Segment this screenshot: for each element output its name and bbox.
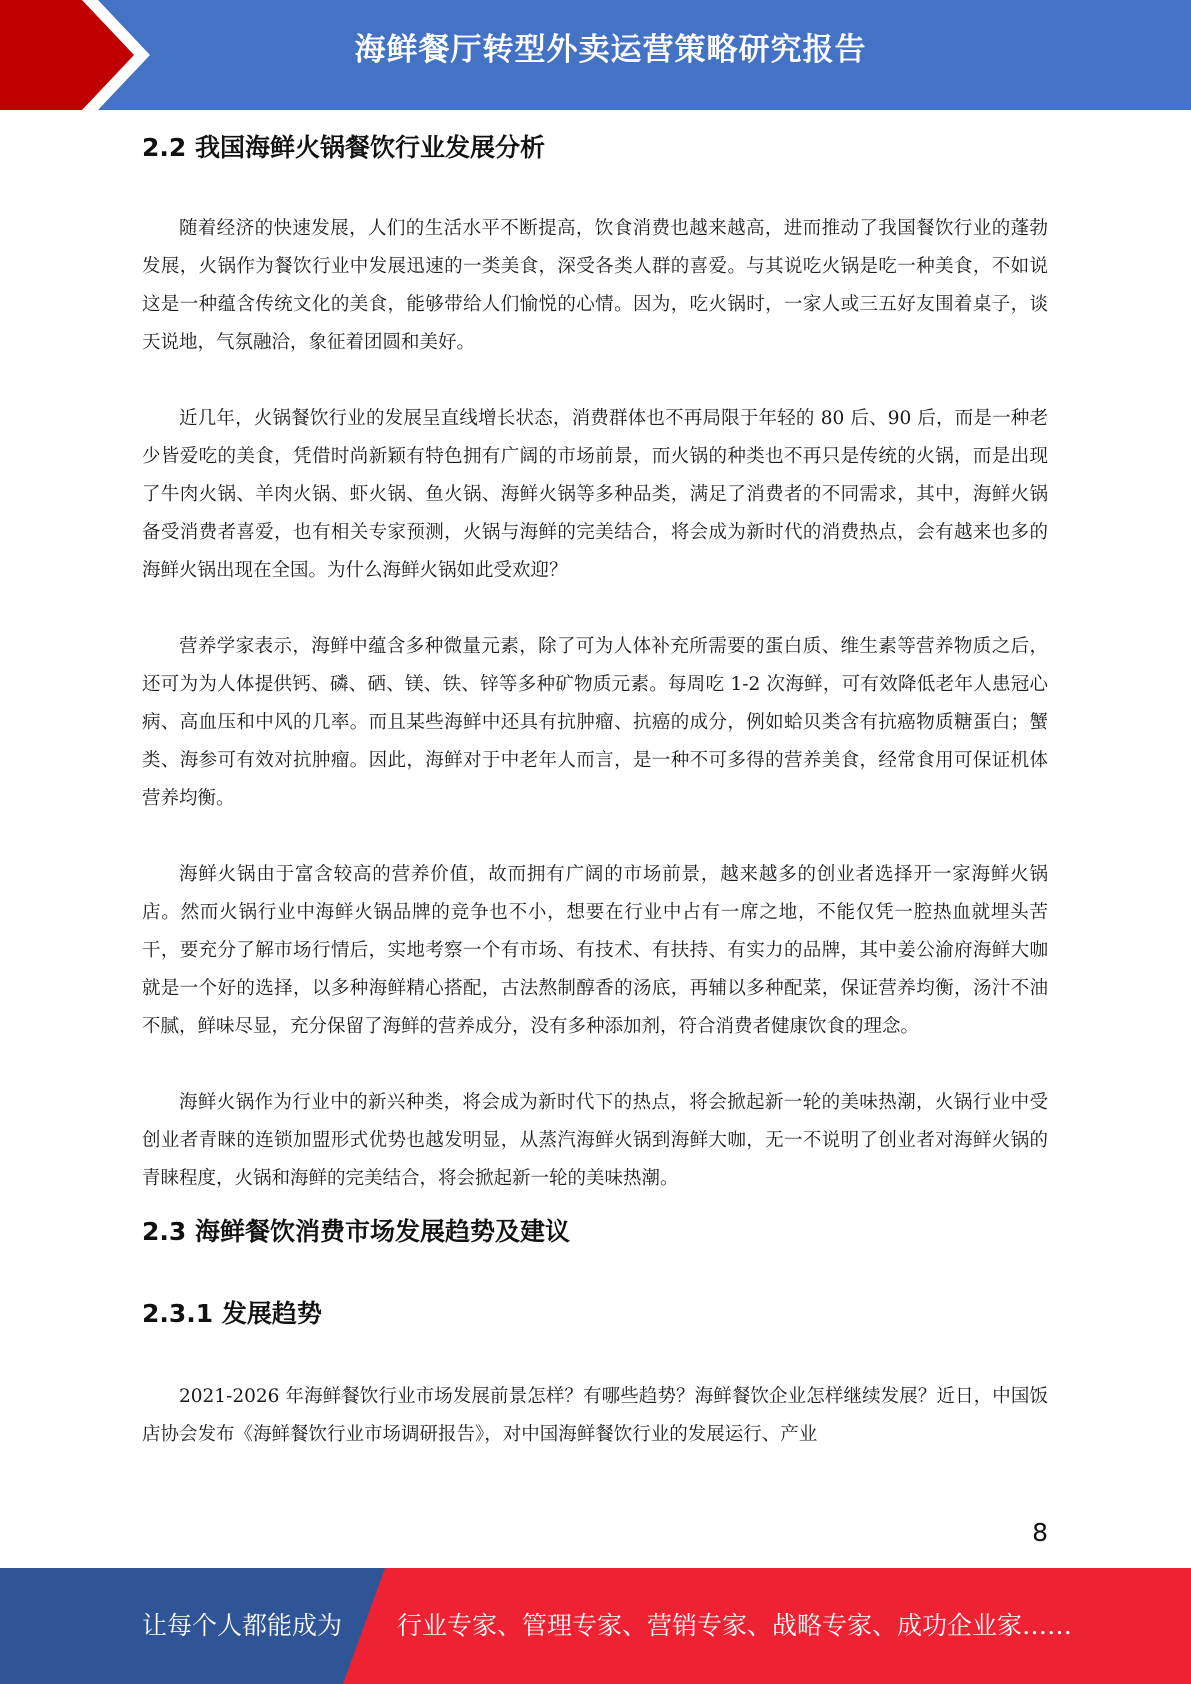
section-heading-2-3-1: 2.3.1 发展趋势 xyxy=(142,1299,322,1328)
paragraph: 随着经济的快速发展，人们的生活水平不断提高，饮食消费也越来越高，进而推动了我国餐饮行业的蓬勃发展，火锅作为餐饮行业中发展迅速的一类美食，深受各类人群的喜爱。与其说吃火锅是吃一种美食，不如说这是一种蕴含传统文化的美食，能够带给人们愉悦的心情。因为，吃火锅时，一家人或三五好友围着桌子，谈天说地，气氛融洽，象征着团圆和美好。 xyxy=(142,218,1048,353)
paragraph: 2021-2026 年海鲜餐饮行业市场发展前景怎样？有哪些趋势？海鲜餐饮企业怎样继续发展？近日，中国饭店协会发布《海鲜餐饮行业市场调研报告》，对中国海鲜餐饮行业的发展运行、产业 xyxy=(142,1386,1048,1445)
page-content xyxy=(142,128,1048,1454)
footer-slogan-left: 让每个人都能成为 xyxy=(142,1611,343,1640)
section-heading-2-3: 2.3 海鲜餐饮消费市场发展趋势及建议 xyxy=(142,1217,570,1246)
page-number: 8 xyxy=(1032,1518,1048,1547)
section-heading-2-2: 2.2 我国海鲜火锅餐饮行业发展分析 xyxy=(142,133,545,162)
paragraph: 营养学家表示，海鲜中蕴含多种微量元素，除了可为人体补充所需要的蛋白质、维生素等营养物质之后，还可为为人体提供钙、磷、硒、镁、铁、锌等多种矿物质元素。每周吃 1-2 次海鲜，可有效降低老年人患冠心病、高血压和中风的几率。而且某些海鲜中还具有抗肿瘤、抗癌的成分，例如蛤贝类含有抗癌物质糖蛋白；蟹类、海参可有效对抗肿瘤。因此，海鲜对于中老年人而言，是一种不可多得的营养美食，经常食用可保证机体营养均衡。 xyxy=(142,636,1048,809)
footer-slogan-right: 行业专家、管理专家、营销专家、战略专家、成功企业家…… xyxy=(397,1611,1073,1640)
report-title: 海鲜餐厅转型外卖运营策略研究报告 xyxy=(354,32,867,68)
paragraph: 海鲜火锅由于富含较高的营养价值，故而拥有广阔的市场前景，越来越多的创业者选择开一家海鲜火锅店。然而火锅行业中海鲜火锅品牌的竞争也不小，想要在行业中占有一席之地，不能仅凭一腔热血就埋头苦干，要充分了解市场行情后，实地考察一个有市场、有技术、有扶持、有实力的品牌，其中姜公渝府海鲜大咖就是一个好的选择，以多种海鲜精心搭配，古法熬制醇香的汤底，再辅以多种配菜，保证营养均衡，汤汁不油不腻，鲜味尽显，充分保留了海鲜的营养成分，没有多种添加剂，符合消费者健康饮食的理念。 xyxy=(142,864,1048,1037)
page-header xyxy=(0,0,1191,110)
paragraph: 海鲜火锅作为行业中的新兴种类，将会成为新时代下的热点，将会掀起新一轮的美味热潮，火锅行业中受创业者青睐的连锁加盟形式优势也越发明显，从蒸汽海鲜火锅到海鲜大咖，无一不说明了创业者对海鲜火锅的青睐程度，火锅和海鲜的完美结合，将会掀起新一轮的美味热潮。 xyxy=(142,1092,1048,1189)
paragraph: 近几年，火锅餐饮行业的发展呈直线增长状态，消费群体也不再局限于年轻的 80 后、90 后，而是一种老少皆爱吃的美食，凭借时尚新颖有特色拥有广阔的市场前景，而火锅的种类也不再只是传统的火锅，而是出现了牛肉火锅、羊肉火锅、虾火锅、鱼火锅、海鲜火锅等多种品类，满足了消费者的不同需求，其中，海鲜火锅备受消费者喜爱，也有相关专家预测，火锅与海鲜的完美结合，将会成为新时代的消费热点，会有越来也多的海鲜火锅出现在全国。为什么海鲜火锅如此受欢迎？ xyxy=(142,408,1048,581)
page-footer xyxy=(0,1568,1191,1684)
